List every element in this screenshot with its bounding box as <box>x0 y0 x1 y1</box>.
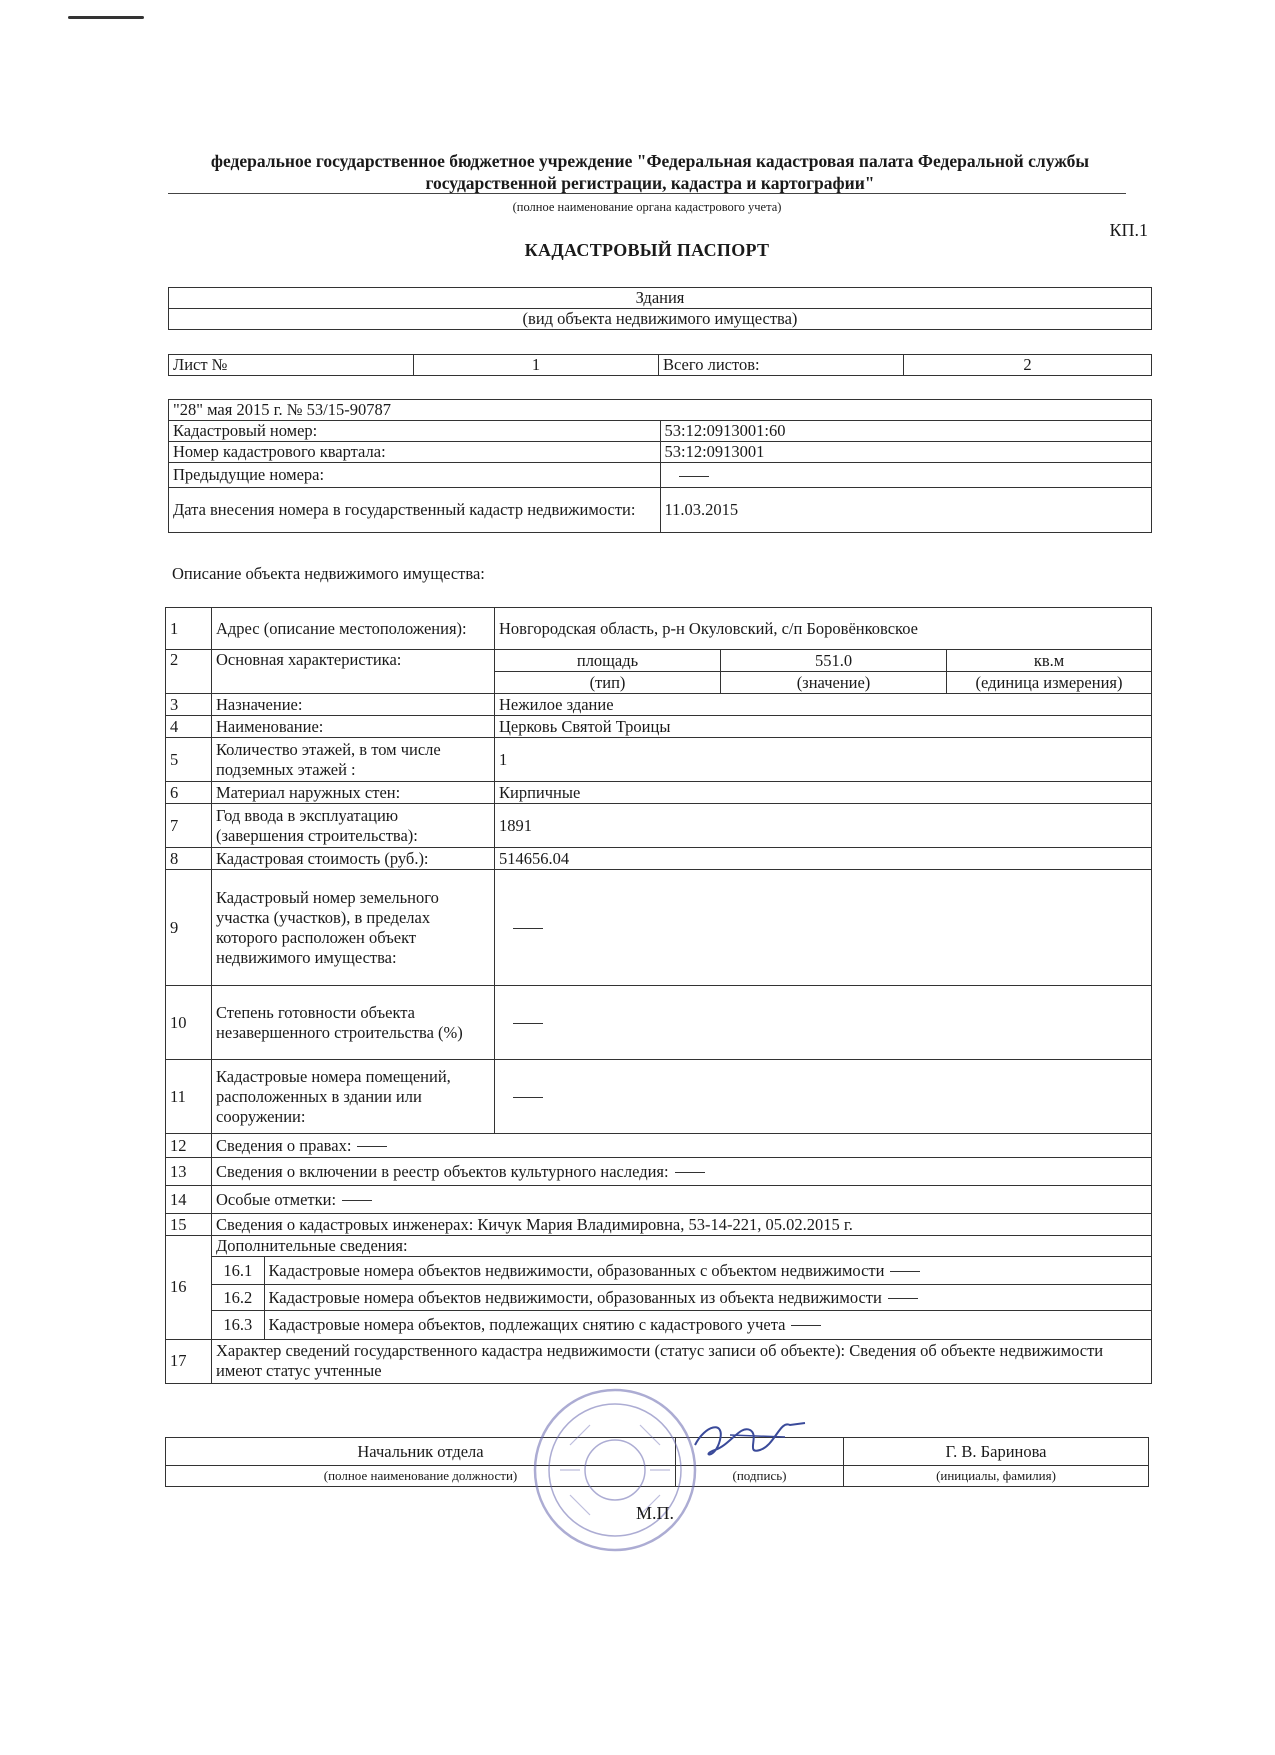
type-caption: (тип) <box>495 672 721 694</box>
registration-date-label: Дата внесения номера в государственный кадастр недвижимости: <box>169 488 661 533</box>
sub-label: Кадастровые номера объектов, подлежащих снятию с кадастрового учета <box>264 1311 1151 1339</box>
address-value: Новгородская область, р-н Окуловский, с/п Боровёнковское <box>495 608 1152 650</box>
main-characteristic-label: Основная характеристика: <box>212 650 495 694</box>
official-name: Г. В. Баринова <box>844 1438 1149 1466</box>
value-caption: (значение) <box>721 672 947 694</box>
premises-label: Кадастровые номера помещений, расположенных в здании или сооружении: <box>212 1060 495 1134</box>
floors-label: Количество этажей, в том числе подземных этажей : <box>212 738 495 782</box>
organization-name: федеральное государственное бюджетное учреждение "Федеральная кадастровая палата Федеральной службы государственной регистрации, кадастра и картографии" <box>210 151 1090 193</box>
land-plot-label: Кадастровый номер земельного участка (участков), в пределах которого расположен объект недвижимого имущества: <box>212 870 495 986</box>
row-number: 7 <box>166 804 212 848</box>
year-built-value: 1891 <box>495 804 1152 848</box>
description-caption: Описание объекта недвижимого имущества: <box>172 564 485 583</box>
official-position: Начальник отдела <box>166 1438 676 1466</box>
sub-row <box>212 1285 1151 1311</box>
empty-dash <box>342 1200 372 1201</box>
cadastral-quarter-label: Номер кадастрового квартала: <box>169 442 661 463</box>
form-code: КП.1 <box>1109 220 1148 240</box>
description-row-9 <box>166 870 1152 986</box>
sub-number: 16.2 <box>212 1285 264 1311</box>
row-number: 15 <box>166 1214 212 1236</box>
row-number: 17 <box>166 1339 212 1383</box>
total-sheets-number: 2 <box>904 355 1152 376</box>
engineers-info: Сведения о кадастровых инженерах: Кичук Мария Владимировна, 53-14-221, 05.02.2015 г. <box>212 1214 1152 1236</box>
description-row-7 <box>166 804 1152 848</box>
sub-label: Кадастровые номера объектов недвижимости, образованных с объектом недвижимости <box>264 1257 1151 1285</box>
scan-mark <box>68 16 144 19</box>
special-marks: Особые отметки: <box>212 1186 1152 1214</box>
description-row-8 <box>166 848 1152 870</box>
signature-caption: (подпись) <box>676 1466 844 1487</box>
row-number: 4 <box>166 716 212 738</box>
empty-dash <box>513 1023 543 1024</box>
year-built-label: Год ввода в эксплуатацию (завершения строительства): <box>212 804 495 848</box>
unit-caption: (единица измерения) <box>947 672 1152 694</box>
cadastral-quarter-value: 53:12:0913001 <box>660 442 1152 463</box>
row-number: 2 <box>166 650 212 694</box>
sub-number: 16.1 <box>212 1257 264 1285</box>
row-number: 3 <box>166 694 212 716</box>
empty-dash <box>513 1097 543 1098</box>
previous-numbers-value <box>660 463 1152 488</box>
empty-dash <box>888 1298 918 1299</box>
organization-caption: (полное наименование органа кадастрового учета) <box>512 200 782 214</box>
description-row-6 <box>166 782 1152 804</box>
empty-dash <box>679 476 709 477</box>
row-number: 12 <box>166 1134 212 1158</box>
row-number: 1 <box>166 608 212 650</box>
purpose-label: Назначение: <box>212 694 495 716</box>
row-number: 8 <box>166 848 212 870</box>
row-number: 13 <box>166 1158 212 1186</box>
official-stamp-icon <box>530 1385 700 1555</box>
object-type-caption: (вид объекта недвижимого имущества) <box>169 309 1152 330</box>
cadastral-number-value: 53:12:0913001:60 <box>660 421 1152 442</box>
previous-numbers-label: Предыдущие номера: <box>169 463 661 488</box>
sheet-label: Лист № <box>169 355 414 376</box>
row-number: 5 <box>166 738 212 782</box>
registration-table <box>168 399 1152 533</box>
address-label: Адрес (описание местоположения): <box>212 608 495 650</box>
empty-dash <box>357 1146 387 1147</box>
additional-info <box>212 1236 1152 1340</box>
object-type-value: Здания <box>169 288 1152 309</box>
description-row-3 <box>166 694 1152 716</box>
sheet-table <box>168 354 1152 376</box>
position-caption: (полное наименование должности) <box>166 1466 676 1487</box>
readiness-label: Степень готовности объекта незавершенного строительства (%) <box>212 986 495 1060</box>
description-row-11 <box>166 1060 1152 1134</box>
empty-dash <box>675 1172 705 1173</box>
sub-number: 16.3 <box>212 1311 264 1339</box>
description-row-12 <box>166 1134 1152 1158</box>
description-row-1 <box>166 608 1152 650</box>
description-row-13 <box>166 1158 1152 1186</box>
name-value: Церковь Святой Троицы <box>495 716 1152 738</box>
description-row-17 <box>166 1339 1152 1383</box>
description-row-4 <box>166 716 1152 738</box>
name-caption: (инициалы, фамилия) <box>844 1466 1149 1487</box>
object-type-table <box>168 287 1152 330</box>
sub-row <box>212 1311 1151 1339</box>
registration-date-value: 11.03.2015 <box>660 488 1152 533</box>
empty-dash <box>513 928 543 929</box>
row-number: 16 <box>166 1236 212 1340</box>
row-number: 6 <box>166 782 212 804</box>
purpose-value: Нежилое здание <box>495 694 1152 716</box>
name-label: Наименование: <box>212 716 495 738</box>
wall-material-value: Кирпичные <box>495 782 1152 804</box>
sheet-number: 1 <box>414 355 659 376</box>
wall-material-label: Материал наружных стен: <box>212 782 495 804</box>
land-plot-value <box>495 870 1152 986</box>
premises-value <box>495 1060 1152 1134</box>
row-number: 9 <box>166 870 212 986</box>
record-status: Характер сведений государственного кадастра недвижимости (статус записи об объекте): Сведения об объекте недвижимости имеют статус учтенные <box>212 1339 1152 1383</box>
description-row-15 <box>166 1214 1152 1236</box>
row-number: 10 <box>166 986 212 1060</box>
floors-value: 1 <box>495 738 1152 782</box>
description-row-10 <box>166 986 1152 1060</box>
rights-info: Сведения о правах: <box>212 1134 1152 1158</box>
characteristic-type: площадь <box>495 650 721 672</box>
document-title: КАДАСТРОВЫЙ ПАСПОРТ <box>524 240 770 260</box>
sub-row <box>212 1257 1151 1285</box>
readiness-value <box>495 986 1152 1060</box>
empty-dash <box>791 1325 821 1326</box>
additional-info-label: Дополнительные сведения: <box>216 1236 408 1255</box>
organization-underline <box>168 193 1126 194</box>
cadastral-number-label: Кадастровый номер: <box>169 421 661 442</box>
description-table <box>165 607 1152 1384</box>
row-number: 11 <box>166 1060 212 1134</box>
seal-label: М.П. <box>636 1503 675 1523</box>
description-row-5 <box>166 738 1152 782</box>
description-row-14 <box>166 1186 1152 1214</box>
heritage-info: Сведения о включении в реестр объектов культурного наследия: <box>212 1158 1152 1186</box>
empty-dash <box>890 1271 920 1272</box>
characteristic-unit: кв.м <box>947 650 1152 672</box>
registration-date-line: "28" мая 2015 г. № 53/15-90787 <box>169 400 1152 421</box>
additional-info-subtable <box>212 1256 1151 1339</box>
cadastral-value-label: Кадастровая стоимость (руб.): <box>212 848 495 870</box>
characteristic-value: 551.0 <box>721 650 947 672</box>
cadastral-value-value: 514656.04 <box>495 848 1152 870</box>
sub-label: Кадастровые номера объектов недвижимости, образованных из объекта недвижимости <box>264 1285 1151 1311</box>
row-number: 14 <box>166 1186 212 1214</box>
description-row-16 <box>166 1236 1152 1340</box>
description-row-2 <box>166 650 1152 672</box>
total-sheets-label: Всего листов: <box>659 355 904 376</box>
signature-scribble-icon <box>690 1415 810 1465</box>
